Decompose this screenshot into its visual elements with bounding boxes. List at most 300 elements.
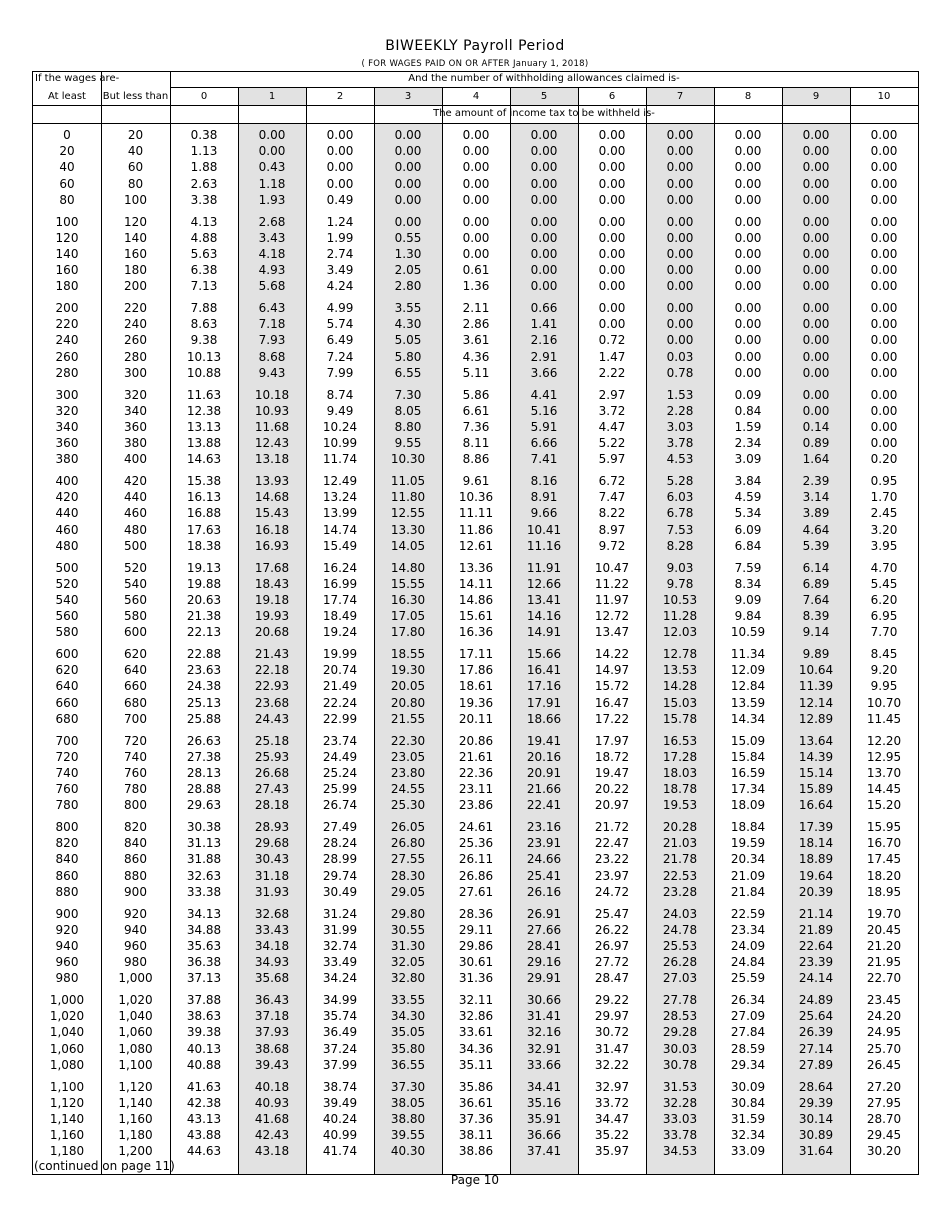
tax-amount-cell: 20.11 bbox=[458, 711, 494, 726]
tax-amount-cell: 28.53 bbox=[662, 1009, 698, 1024]
tax-amount-cell: 29.16 bbox=[526, 955, 562, 970]
table-row bbox=[33, 695, 918, 711]
tax-amount-cell: 26.11 bbox=[458, 852, 494, 867]
tax-amount-cell: 29.68 bbox=[254, 836, 290, 851]
but-less-than-cell: 840 bbox=[124, 836, 147, 851]
tax-amount-cell: 10.59 bbox=[730, 625, 766, 640]
but-less-than-cell: 820 bbox=[124, 820, 147, 834]
table-row bbox=[33, 473, 918, 489]
tax-amount-cell: 12.89 bbox=[798, 711, 834, 726]
but-less-than-cell: 580 bbox=[124, 609, 147, 624]
tax-amount-cell: 26.80 bbox=[390, 836, 426, 851]
tax-amount-cell: 9.20 bbox=[870, 663, 898, 678]
table-row bbox=[33, 576, 918, 592]
at-least-cell: 460 bbox=[55, 522, 79, 537]
tax-amount-cell: 0.00 bbox=[326, 128, 354, 142]
tax-amount-cell: 0.43 bbox=[258, 160, 286, 175]
tax-amount-cell: 13.70 bbox=[866, 765, 902, 780]
table-row bbox=[33, 906, 918, 922]
tax-amount-cell: 11.80 bbox=[390, 490, 426, 505]
tax-amount-cell: 12.43 bbox=[254, 436, 290, 451]
table-row bbox=[33, 349, 918, 365]
tax-amount-cell: 29.22 bbox=[594, 993, 630, 1007]
tax-amount-cell: 5.80 bbox=[394, 349, 422, 364]
table-row bbox=[33, 192, 918, 208]
tax-amount-cell: 10.53 bbox=[662, 592, 698, 607]
tax-amount-cell: 31.41 bbox=[526, 1009, 562, 1024]
table-row bbox=[33, 522, 918, 538]
tax-amount-cell: 0.00 bbox=[870, 349, 898, 364]
allowance-column-header: 2 bbox=[336, 91, 344, 102]
tax-amount-cell: 27.49 bbox=[322, 820, 358, 834]
tax-amount-cell: 0.00 bbox=[530, 214, 558, 229]
at-least-cell: 0 bbox=[63, 128, 71, 142]
tax-amount-cell: 8.11 bbox=[462, 436, 490, 451]
tax-amount-cell: 2.16 bbox=[530, 333, 558, 348]
tax-amount-cell: 3.03 bbox=[666, 419, 694, 434]
tax-amount-cell: 27.66 bbox=[526, 922, 562, 937]
tax-amount-cell: 35.22 bbox=[594, 1128, 630, 1143]
at-least-cell: 680 bbox=[55, 711, 79, 726]
tax-amount-cell: 1.24 bbox=[326, 214, 354, 229]
but-less-than-cell: 940 bbox=[124, 922, 147, 937]
tax-amount-cell: 1.64 bbox=[802, 452, 830, 467]
tax-amount-cell: 26.28 bbox=[662, 955, 698, 970]
tax-amount-cell: 31.88 bbox=[186, 852, 222, 867]
tax-amount-cell: 15.14 bbox=[798, 765, 834, 780]
tax-amount-cell: 0.00 bbox=[802, 301, 830, 315]
tax-amount-cell: 15.03 bbox=[662, 695, 698, 710]
tax-amount-cell: 29.39 bbox=[798, 1095, 834, 1110]
tax-amount-cell: 43.18 bbox=[254, 1144, 290, 1159]
table-row bbox=[33, 278, 918, 294]
table-row bbox=[33, 851, 918, 867]
tax-amount-cell: 3.72 bbox=[598, 403, 626, 418]
tax-amount-cell: 26.16 bbox=[526, 884, 562, 899]
tax-amount-cell: 36.61 bbox=[458, 1095, 494, 1110]
but-less-than-cell: 1,200 bbox=[118, 1144, 153, 1159]
tax-amount-cell: 10.41 bbox=[526, 522, 562, 537]
tax-amount-cell: 24.03 bbox=[662, 906, 698, 921]
tax-amount-cell: 5.05 bbox=[394, 333, 422, 348]
tax-amount-cell: 30.84 bbox=[730, 1095, 766, 1110]
at-least-cell: 200 bbox=[55, 301, 79, 315]
tax-amount-cell: 7.64 bbox=[802, 592, 830, 607]
tax-amount-cell: 0.00 bbox=[598, 263, 626, 278]
tax-amount-cell: 1.99 bbox=[326, 230, 354, 245]
tax-amount-cell: 14.05 bbox=[390, 538, 426, 553]
tax-amount-cell: 32.05 bbox=[390, 955, 426, 970]
tax-amount-cell: 14.28 bbox=[662, 679, 698, 694]
tax-amount-cell: 11.74 bbox=[322, 452, 358, 467]
tax-amount-cell: 0.00 bbox=[530, 192, 558, 207]
tax-amount-cell: 35.97 bbox=[594, 1144, 630, 1159]
tax-amount-cell: 35.80 bbox=[390, 1041, 426, 1056]
tax-amount-cell: 0.00 bbox=[802, 192, 830, 207]
tax-amount-cell: 9.78 bbox=[666, 576, 694, 591]
but-less-than-cell: 160 bbox=[124, 246, 147, 261]
but-less-than-cell: 400 bbox=[124, 452, 147, 467]
tax-amount-cell: 18.09 bbox=[730, 798, 766, 813]
tax-amount-cell: 5.34 bbox=[734, 506, 762, 521]
at-least-cell: 600 bbox=[55, 647, 79, 661]
tax-amount-cell: 0.00 bbox=[462, 230, 490, 245]
at-least-cell: 420 bbox=[55, 490, 79, 505]
tax-amount-cell: 0.00 bbox=[870, 419, 898, 434]
at-least-cell: 760 bbox=[55, 782, 79, 797]
but-less-than-cell: 360 bbox=[124, 419, 147, 434]
tax-amount-cell: 15.55 bbox=[390, 576, 426, 591]
tax-amount-cell: 40.93 bbox=[254, 1095, 290, 1110]
tax-amount-cell: 31.59 bbox=[730, 1111, 766, 1126]
at-least-cell: 840 bbox=[55, 852, 79, 867]
tax-amount-cell: 32.34 bbox=[730, 1128, 766, 1143]
at-least-cell: 240 bbox=[55, 333, 79, 348]
tax-amount-cell: 6.61 bbox=[462, 403, 490, 418]
tax-amount-cell: 20.16 bbox=[526, 749, 562, 764]
table-row bbox=[33, 262, 918, 278]
tax-amount-cell: 8.91 bbox=[530, 490, 558, 505]
but-less-than-cell: 900 bbox=[124, 884, 147, 899]
tax-amount-cell: 20.63 bbox=[186, 592, 222, 607]
table-row bbox=[33, 954, 918, 970]
tax-amount-cell: 0.00 bbox=[598, 128, 626, 142]
tax-amount-cell: 15.61 bbox=[458, 609, 494, 624]
tax-amount-cell: 23.91 bbox=[526, 836, 562, 851]
tax-amount-cell: 12.20 bbox=[866, 733, 902, 748]
tax-amount-cell: 1.36 bbox=[462, 279, 490, 294]
tax-amount-cell: 26.86 bbox=[458, 868, 494, 883]
at-least-cell: 100 bbox=[55, 214, 79, 229]
tax-amount-cell: 19.59 bbox=[730, 836, 766, 851]
allowance-column-header: 7 bbox=[676, 91, 684, 102]
tax-amount-cell: 16.36 bbox=[458, 625, 494, 640]
tax-amount-cell: 25.41 bbox=[526, 868, 562, 883]
tax-amount-cell: 38.63 bbox=[186, 1009, 222, 1024]
but-less-than-cell: 920 bbox=[124, 906, 147, 921]
tax-amount-cell: 6.14 bbox=[802, 560, 830, 575]
tax-amount-cell: 17.28 bbox=[662, 749, 698, 764]
tax-amount-cell: 5.68 bbox=[258, 279, 286, 294]
tax-amount-cell: 15.49 bbox=[322, 538, 358, 553]
tax-amount-cell: 40.13 bbox=[186, 1041, 222, 1056]
tax-amount-cell: 20.86 bbox=[458, 733, 494, 748]
tax-amount-cell: 9.61 bbox=[462, 474, 490, 488]
but-less-than-cell: 860 bbox=[124, 852, 147, 867]
tax-amount-cell: 13.30 bbox=[390, 522, 426, 537]
tax-amount-cell: 0.49 bbox=[326, 192, 354, 207]
table-row bbox=[33, 1111, 918, 1127]
tax-amount-cell: 30.72 bbox=[594, 1025, 630, 1040]
tax-amount-cell: 31.30 bbox=[390, 938, 426, 953]
tax-amount-cell: 11.63 bbox=[186, 387, 222, 402]
amount-header: The amount of income tax to be withheld is- bbox=[433, 108, 655, 119]
tax-amount-cell: 17.34 bbox=[730, 782, 766, 797]
tax-amount-cell: 0.00 bbox=[394, 192, 422, 207]
tax-amount-cell: 0.00 bbox=[462, 160, 490, 175]
tax-amount-cell: 37.13 bbox=[186, 971, 222, 986]
but-less-than-cell: 1,120 bbox=[118, 1079, 153, 1094]
tax-amount-cell: 30.89 bbox=[798, 1128, 834, 1143]
tax-amount-cell: 22.70 bbox=[866, 971, 902, 986]
tax-amount-cell: 23.22 bbox=[594, 852, 630, 867]
tax-amount-cell: 0.00 bbox=[394, 160, 422, 175]
but-less-than-cell: 620 bbox=[124, 647, 147, 661]
tax-amount-cell: 0.00 bbox=[802, 160, 830, 175]
but-less-than-cell: 440 bbox=[124, 490, 147, 505]
tax-amount-cell: 25.93 bbox=[254, 749, 290, 764]
tax-amount-cell: 42.38 bbox=[186, 1095, 222, 1110]
tax-amount-cell: 7.24 bbox=[326, 349, 354, 364]
tax-amount-cell: 5.63 bbox=[190, 246, 218, 261]
tax-amount-cell: 0.14 bbox=[802, 419, 830, 434]
tax-amount-cell: 10.64 bbox=[798, 663, 834, 678]
tax-amount-cell: 2.97 bbox=[598, 387, 626, 402]
tax-amount-cell: 29.45 bbox=[866, 1128, 902, 1143]
tax-amount-cell: 8.39 bbox=[802, 609, 830, 624]
tax-amount-cell: 31.24 bbox=[322, 906, 358, 921]
tax-amount-cell: 1.47 bbox=[598, 349, 626, 364]
tax-amount-cell: 0.00 bbox=[802, 387, 830, 402]
but-less-than-cell: 880 bbox=[124, 868, 147, 883]
tax-amount-cell: 33.49 bbox=[322, 955, 358, 970]
tax-amount-cell: 0.00 bbox=[598, 160, 626, 175]
tax-amount-cell: 29.11 bbox=[458, 922, 494, 937]
tax-amount-cell: 0.00 bbox=[530, 279, 558, 294]
table-row bbox=[33, 1008, 918, 1024]
but-less-than-cell: 480 bbox=[124, 522, 147, 537]
but-less-than-cell: 520 bbox=[124, 560, 147, 575]
tax-amount-cell: 0.00 bbox=[802, 403, 830, 418]
tax-amount-cell: 19.99 bbox=[322, 647, 358, 661]
tax-amount-cell: 22.30 bbox=[390, 733, 426, 748]
at-least-cell: 940 bbox=[55, 938, 79, 953]
tax-amount-cell: 31.53 bbox=[662, 1079, 698, 1094]
table-row bbox=[33, 678, 918, 694]
tax-amount-cell: 21.14 bbox=[798, 906, 834, 921]
tax-amount-cell: 17.68 bbox=[254, 560, 290, 575]
tax-amount-cell: 22.41 bbox=[526, 798, 562, 813]
tax-amount-cell: 41.68 bbox=[254, 1111, 290, 1126]
tax-amount-cell: 0.00 bbox=[870, 333, 898, 348]
tax-amount-cell: 19.53 bbox=[662, 798, 698, 813]
tax-amount-cell: 0.00 bbox=[870, 301, 898, 315]
tax-amount-cell: 19.70 bbox=[866, 906, 902, 921]
table-row bbox=[33, 419, 918, 435]
but-less-than-header: But less than bbox=[102, 91, 169, 102]
tax-amount-cell: 23.68 bbox=[254, 695, 290, 710]
table-row bbox=[33, 884, 918, 900]
at-least-cell: 320 bbox=[55, 403, 79, 418]
tax-amount-cell: 0.00 bbox=[666, 301, 694, 315]
at-least-cell: 960 bbox=[55, 955, 79, 970]
at-least-cell: 380 bbox=[55, 452, 79, 467]
tax-amount-cell: 22.18 bbox=[254, 663, 290, 678]
tax-amount-cell: 24.43 bbox=[254, 711, 290, 726]
tax-amount-cell: 7.18 bbox=[258, 317, 286, 332]
table-row bbox=[33, 176, 918, 192]
tax-amount-cell: 23.63 bbox=[186, 663, 222, 678]
tax-amount-cell: 16.64 bbox=[798, 798, 834, 813]
but-less-than-cell: 700 bbox=[124, 711, 147, 726]
tax-amount-cell: 10.70 bbox=[866, 695, 902, 710]
table-row bbox=[33, 992, 918, 1008]
tax-amount-cell: 21.66 bbox=[526, 782, 562, 797]
but-less-than-cell: 260 bbox=[124, 333, 147, 348]
but-less-than-cell: 500 bbox=[124, 538, 147, 553]
at-least-cell: 1,140 bbox=[49, 1111, 85, 1126]
but-less-than-cell: 660 bbox=[124, 679, 147, 694]
tax-amount-cell: 19.30 bbox=[390, 663, 426, 678]
tax-amount-cell: 6.03 bbox=[666, 490, 694, 505]
tax-amount-cell: 14.63 bbox=[186, 452, 222, 467]
tax-amount-cell: 28.47 bbox=[594, 971, 630, 986]
tax-amount-cell: 12.49 bbox=[322, 474, 358, 488]
tax-amount-cell: 26.63 bbox=[186, 733, 222, 748]
tax-amount-cell: 24.55 bbox=[390, 782, 426, 797]
tax-amount-cell: 35.11 bbox=[458, 1057, 494, 1072]
at-least-cell: 260 bbox=[55, 349, 79, 364]
at-least-cell: 220 bbox=[55, 317, 79, 332]
tax-amount-cell: 9.14 bbox=[802, 625, 830, 640]
tax-amount-cell: 6.89 bbox=[802, 576, 830, 591]
tax-amount-cell: 4.53 bbox=[666, 452, 694, 467]
allowance-column-header: 10 bbox=[877, 91, 891, 102]
tax-amount-cell: 18.43 bbox=[254, 576, 290, 591]
tax-amount-cell: 1.41 bbox=[530, 317, 558, 332]
tax-amount-cell: 22.88 bbox=[186, 647, 222, 661]
but-less-than-cell: 740 bbox=[124, 749, 147, 764]
tax-amount-cell: 7.47 bbox=[598, 490, 626, 505]
tax-amount-cell: 9.49 bbox=[326, 403, 354, 418]
tax-amount-cell: 0.55 bbox=[394, 230, 422, 245]
tax-amount-cell: 23.74 bbox=[322, 733, 358, 748]
tax-amount-cell: 19.88 bbox=[186, 576, 222, 591]
tax-amount-cell: 23.34 bbox=[730, 922, 766, 937]
tax-amount-cell: 0.00 bbox=[802, 144, 830, 159]
tax-amount-cell: 24.20 bbox=[866, 1009, 902, 1024]
tax-amount-cell: 0.00 bbox=[870, 263, 898, 278]
tax-amount-cell: 30.38 bbox=[186, 820, 222, 834]
tax-amount-cell: 23.97 bbox=[594, 868, 630, 883]
tax-amount-cell: 12.61 bbox=[458, 538, 494, 553]
tax-amount-cell: 0.00 bbox=[870, 128, 898, 142]
tax-amount-cell: 11.11 bbox=[458, 506, 494, 521]
at-least-cell: 1,000 bbox=[49, 993, 85, 1007]
at-least-cell: 120 bbox=[55, 230, 79, 245]
table-row bbox=[33, 505, 918, 521]
tax-amount-cell: 24.61 bbox=[458, 820, 494, 834]
table-row bbox=[33, 733, 918, 749]
but-less-than-cell: 1,060 bbox=[118, 1025, 153, 1040]
tax-amount-cell: 39.55 bbox=[390, 1128, 426, 1143]
allowance-column-header: 5 bbox=[540, 91, 548, 102]
at-least-cell: 480 bbox=[55, 538, 79, 553]
tax-amount-cell: 26.97 bbox=[594, 938, 630, 953]
tax-amount-cell: 0.00 bbox=[666, 230, 694, 245]
tax-amount-cell: 34.30 bbox=[390, 1009, 426, 1024]
table-row bbox=[33, 230, 918, 246]
tax-amount-cell: 34.88 bbox=[186, 922, 222, 937]
tax-amount-cell: 0.00 bbox=[666, 263, 694, 278]
tax-amount-cell: 27.55 bbox=[390, 852, 426, 867]
tax-amount-cell: 0.00 bbox=[666, 246, 694, 261]
tax-amount-cell: 21.89 bbox=[798, 922, 834, 937]
tax-amount-cell: 27.14 bbox=[798, 1041, 834, 1056]
tax-amount-cell: 32.11 bbox=[458, 993, 494, 1007]
tax-amount-cell: 29.28 bbox=[662, 1025, 698, 1040]
tax-amount-cell: 29.91 bbox=[526, 971, 562, 986]
table-row bbox=[33, 1041, 918, 1057]
tax-amount-cell: 16.30 bbox=[390, 592, 426, 607]
tax-amount-cell: 17.05 bbox=[390, 609, 426, 624]
tax-amount-cell: 28.59 bbox=[730, 1041, 766, 1056]
tax-amount-cell: 1.18 bbox=[258, 176, 286, 191]
tax-amount-cell: 0.00 bbox=[734, 317, 762, 332]
tax-amount-cell: 0.00 bbox=[734, 128, 762, 142]
tax-amount-cell: 6.72 bbox=[598, 474, 626, 488]
tax-amount-cell: 8.16 bbox=[530, 474, 558, 488]
at-least-cell: 1,020 bbox=[49, 1009, 85, 1024]
tax-amount-cell: 39.38 bbox=[186, 1025, 222, 1040]
tax-amount-cell: 2.63 bbox=[190, 176, 218, 191]
page-number: Page 10 bbox=[450, 1173, 500, 1187]
tax-amount-cell: 28.41 bbox=[526, 938, 562, 953]
tax-amount-cell: 3.95 bbox=[870, 538, 898, 553]
at-least-cell: 860 bbox=[55, 868, 79, 883]
tax-amount-cell: 30.03 bbox=[662, 1041, 698, 1056]
tax-amount-cell: 7.13 bbox=[190, 279, 218, 294]
tax-amount-cell: 37.41 bbox=[526, 1144, 562, 1159]
tax-amount-cell: 32.16 bbox=[526, 1025, 562, 1040]
tax-amount-cell: 0.00 bbox=[734, 333, 762, 348]
tax-amount-cell: 35.74 bbox=[322, 1009, 358, 1024]
tax-amount-cell: 18.95 bbox=[866, 884, 902, 899]
tax-amount-cell: 14.34 bbox=[730, 711, 766, 726]
continued-note: (continued on page 11) bbox=[34, 1159, 175, 1173]
tax-amount-cell: 0.00 bbox=[598, 176, 626, 191]
tax-amount-cell: 25.13 bbox=[186, 695, 222, 710]
tax-amount-cell: 0.00 bbox=[598, 279, 626, 294]
tax-amount-cell: 5.28 bbox=[666, 474, 694, 488]
tax-amount-cell: 14.86 bbox=[458, 592, 494, 607]
tax-amount-cell: 0.00 bbox=[870, 176, 898, 191]
tax-amount-cell: 23.86 bbox=[458, 798, 494, 813]
tax-amount-cell: 27.72 bbox=[594, 955, 630, 970]
tax-amount-cell: 6.09 bbox=[734, 522, 762, 537]
tax-amount-cell: 0.00 bbox=[870, 317, 898, 332]
tax-amount-cell: 22.99 bbox=[322, 711, 358, 726]
tax-amount-cell: 21.61 bbox=[458, 749, 494, 764]
tax-amount-cell: 0.78 bbox=[666, 365, 694, 380]
tax-amount-cell: 34.24 bbox=[322, 971, 358, 986]
tax-amount-cell: 13.93 bbox=[254, 474, 290, 488]
tax-amount-cell: 0.00 bbox=[802, 214, 830, 229]
tax-amount-cell: 6.38 bbox=[190, 263, 218, 278]
at-least-cell: 360 bbox=[55, 436, 79, 451]
tax-amount-cell: 11.16 bbox=[526, 538, 562, 553]
tax-amount-cell: 6.78 bbox=[666, 506, 694, 521]
tax-amount-cell: 13.88 bbox=[186, 436, 222, 451]
tax-amount-cell: 24.72 bbox=[594, 884, 630, 899]
tax-amount-cell: 11.39 bbox=[798, 679, 834, 694]
but-less-than-cell: 640 bbox=[124, 663, 147, 678]
tax-amount-cell: 0.00 bbox=[870, 436, 898, 451]
tax-amount-cell: 21.84 bbox=[730, 884, 766, 899]
allowance-column-header: 1 bbox=[268, 91, 276, 102]
tax-amount-cell: 27.03 bbox=[662, 971, 698, 986]
tax-amount-cell: 16.24 bbox=[322, 560, 358, 575]
